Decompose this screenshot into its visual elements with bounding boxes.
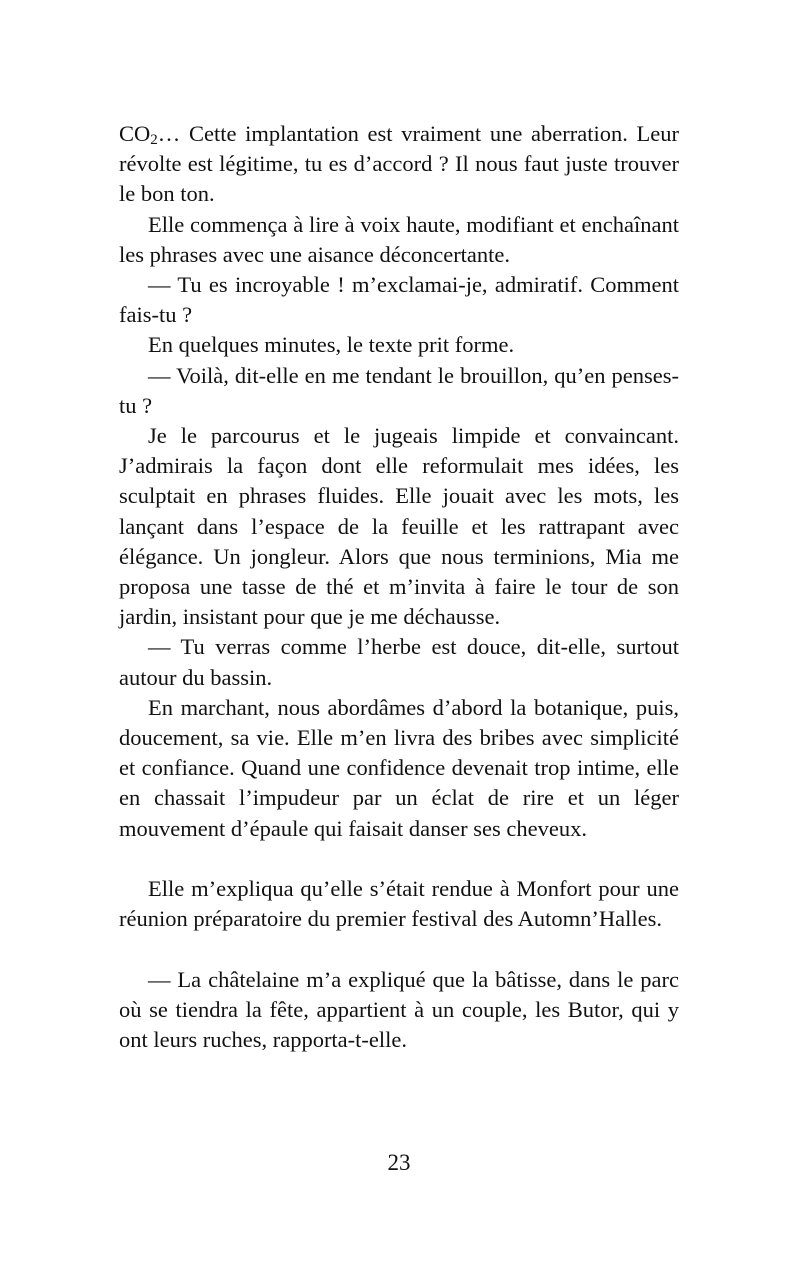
book-page-body [119, 119, 679, 1055]
paragraph-8: En marchant, nous abordâmes d’abord la botanique, puis, doucement, sa vie. Elle m’en livra des bribes avec simplicité et confiance. Quand une confidence devenait trop intime, elle en chassait l’impudeur par un éclat de rire et un léger mouvement d’épaule qui faisait danser ses cheveux. [119, 694, 679, 841]
paragraph-3: — Tu es incroyable ! m’exclamai-je, admiratif. Comment fais-tu ? [119, 272, 679, 328]
paragraph-2: Elle commença à lire à voix haute, modifiant et enchaînant les phrases avec une aisance déconcertante. [119, 211, 679, 267]
formula-element: CO [119, 121, 151, 146]
chemical-formula [119, 121, 158, 146]
section-spacer [119, 844, 679, 874]
section-spacer [119, 934, 679, 964]
paragraph-5: — Voilà, dit-elle en me tendant le brouillon, qu’en penses-tu ? [119, 362, 679, 418]
paragraph-text: … Cette implantation est vraiment une aberration. Leur révolte est légitime, tu es d’accord ? Il nous faut juste trouver le bon ton. [119, 121, 679, 207]
paragraph-7: — Tu verras comme l’herbe est douce, dit-elle, surtout autour du bassin. [119, 634, 679, 690]
paragraph-6: Je le parcourus et le jugeais limpide et convaincant. J’admirais la façon dont elle reformulait mes idées, les sculptait en phrases fluides. Elle jouait avec les mots, les lançant dans l’espace de la feuille et les rattrapant avec élégance. Un jongleur. Alors que nous terminions, Mia me proposa une tasse de thé et m’invita à faire le tour de son jardin, insistant pour que je me déchausse. [119, 423, 679, 630]
page-number: 23 [387, 1150, 411, 1175]
formula-subscript: 2 [150, 132, 158, 148]
paragraph-10: — La châtelaine m’a expliqué que la bâtisse, dans le parc où se tiendra la fête, appartient à un couple, les Butor, qui y ont leurs ruches, rapporta-t-elle. [119, 966, 679, 1053]
paragraph-9: Elle m’expliqua qu’elle s’était rendue à Monfort pour une réunion préparatoire du premier festival des Automn’Halles. [119, 876, 679, 932]
paragraph-1 [119, 119, 679, 210]
paragraph-4: En quelques minutes, le texte prit forme. [148, 332, 515, 358]
